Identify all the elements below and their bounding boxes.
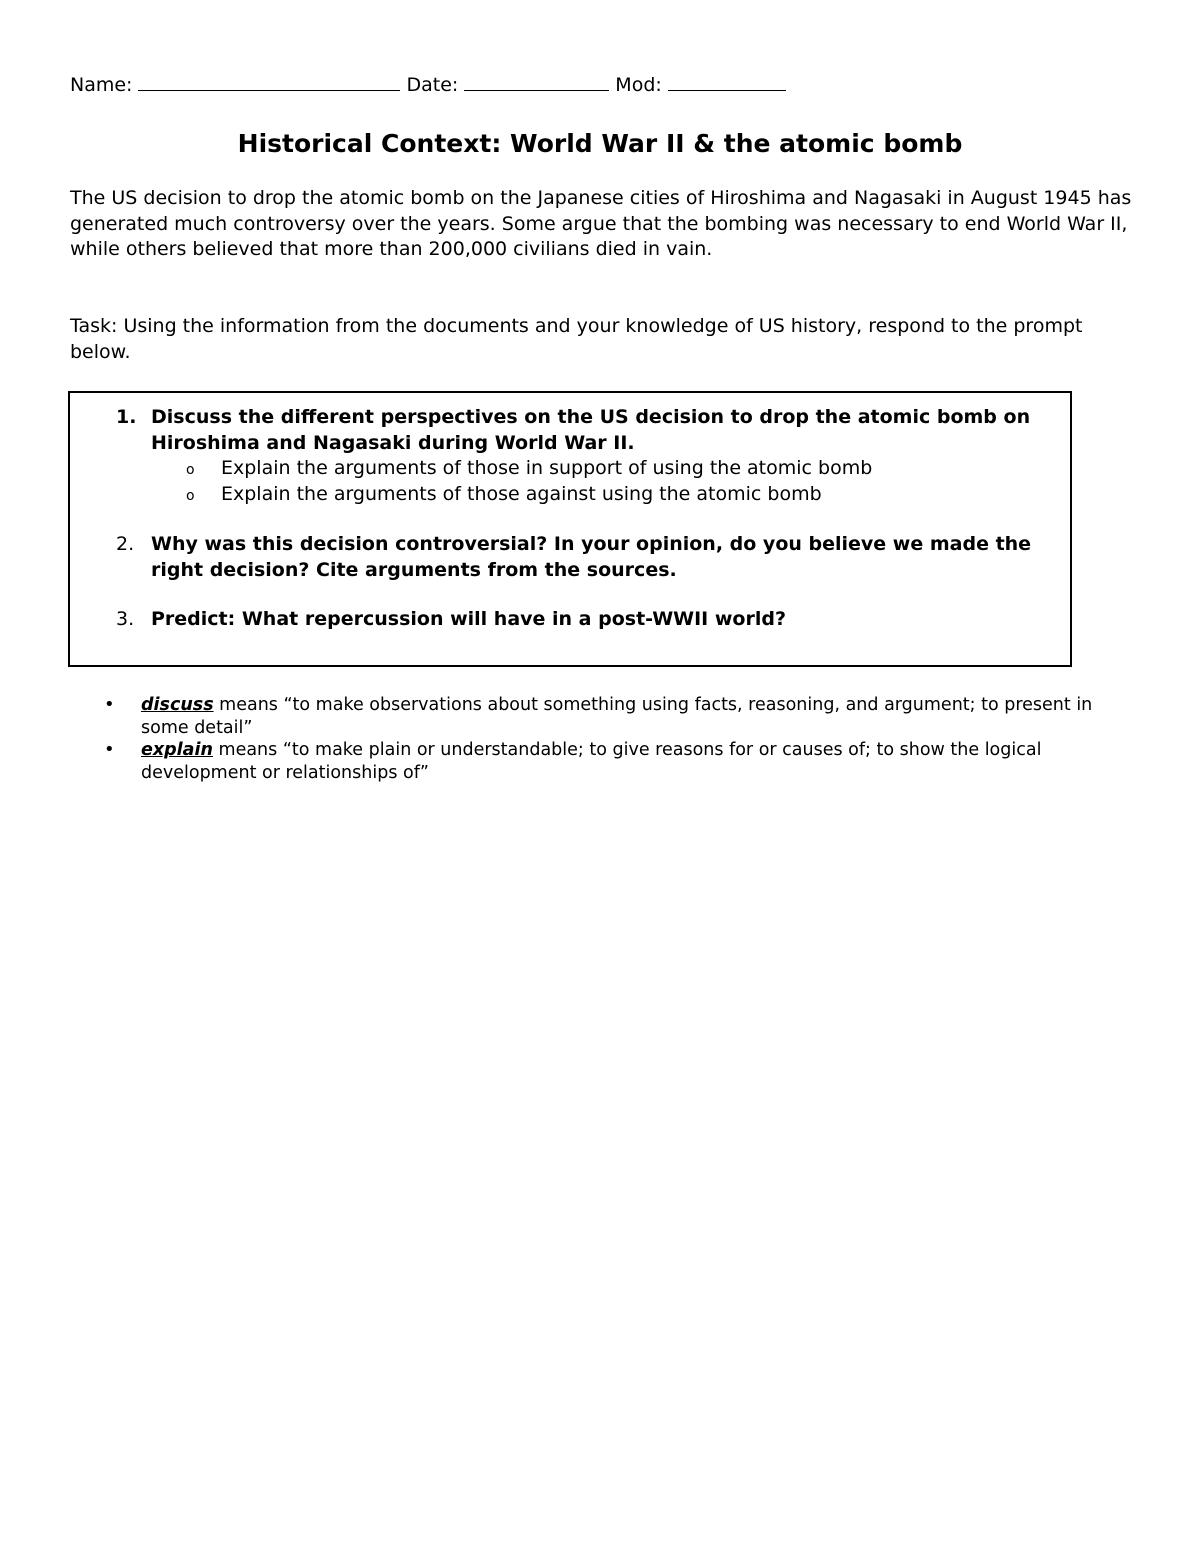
prompt-text: Predict: What repercussion will have in a post-WWII world? [151,608,786,630]
student-info-line [70,72,792,97]
page-title: Historical Context: World War II & the atomic bomb [237,129,963,158]
circle-bullet-icon: o [186,488,195,504]
bullet-icon: • [104,694,115,715]
intro-paragraph: The US decision to drop the atomic bomb on the Japanese cities of Hiroshima and Nagasaki in August 1945 has generated much controversy over the years. Some argue that the bombing was necessary to end World War II, while others believed that more than 200,000 civilians died in vain. [70,187,1132,260]
definition-text [141,694,1121,739]
prompt-number: 2. [116,533,135,555]
name-label: Name: [70,74,133,96]
definition-discuss: means “to make observations about something using facts, reasoning, and argument; to present in some detail” [141,695,1093,738]
mod-label: Mod: [615,74,662,96]
prompt-text: Discuss the different perspectives on the US decision to drop the atomic bomb on Hiroshima and Nagasaki during World War II. [151,406,1031,454]
date-blank [464,72,609,91]
name-blank [138,72,400,91]
prompt-box [68,391,1072,667]
task-paragraph: Task: Using the information from the documents and your knowledge of US history, respond to the prompt below. [70,315,1083,363]
prompt-number: 1. [116,406,137,428]
term-discuss: discuss [141,695,214,715]
definition-explain: means “to make plain or understandable; to give reasons for or causes of; to show the logical development or relationships of” [141,740,1042,783]
sub-item-text: Explain the arguments of those against using the atomic bomb [221,483,822,505]
prompt-text: Why was this decision controversial? In your opinion, do you believe we made the right decision? Cite arguments from the sources. [151,533,1032,581]
definition-text [141,739,1121,784]
term-explain: explain [141,740,213,760]
sub-item-text: Explain the arguments of those in support of using the atomic bomb [221,457,873,479]
bullet-icon: • [104,739,115,760]
mod-blank [668,72,786,91]
date-label: Date: [406,74,459,96]
circle-bullet-icon: o [186,462,195,478]
prompt-number: 3. [116,608,135,630]
